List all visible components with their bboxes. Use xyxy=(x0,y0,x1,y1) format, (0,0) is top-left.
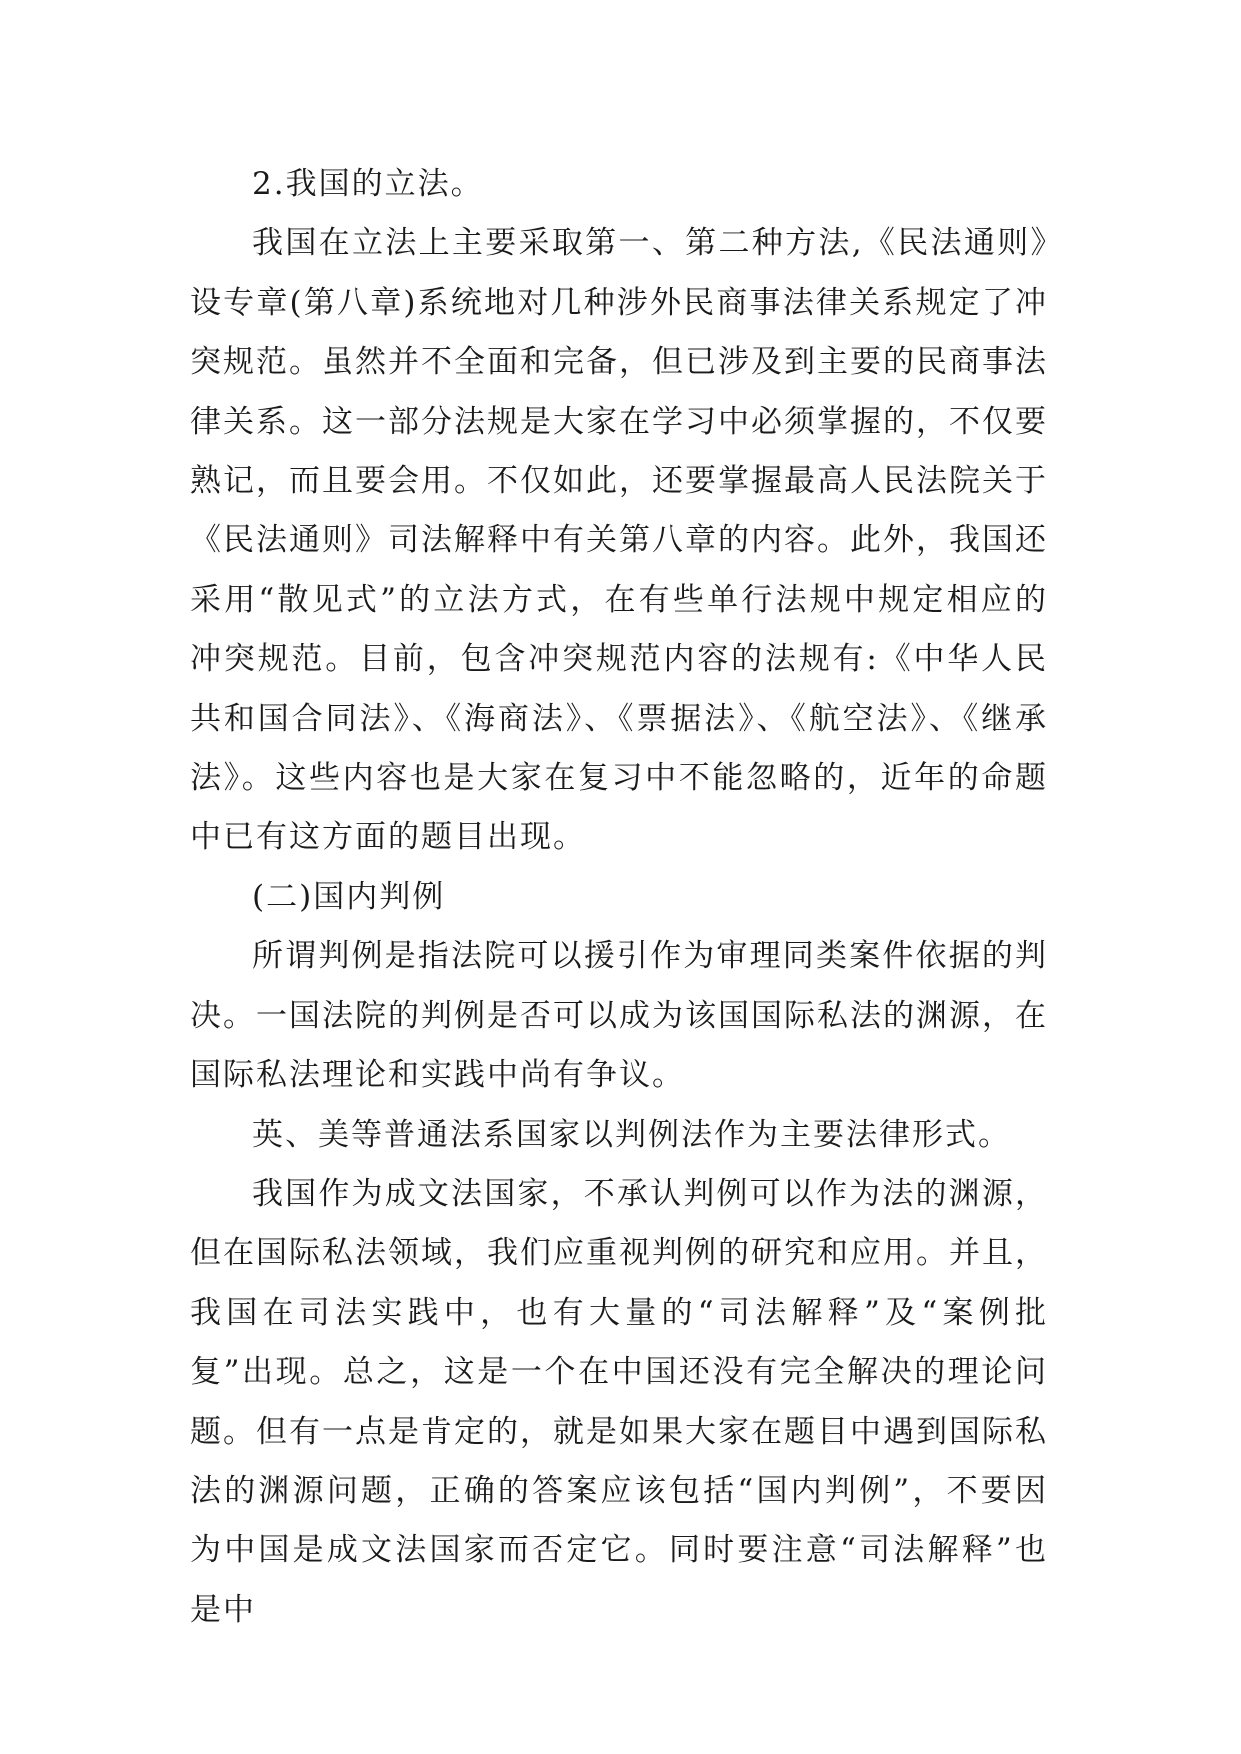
paragraph-legislation: 我国在立法上主要采取第一、第二种方法,《民法通则》设专章(第八章)系统地对几种涉外民商事法律关系规定了冲突规范。虽然并不全面和完备，但已涉及到主要的民商事法律关系。这一部分法规是大家在学习中必须掌握的，不仅要熟记，而且要会用。不仅如此，还要掌握最高人民法院关于《民法通则》司法解释中有关第八章的内容。此外，我国还采用“散见式”的立法方式，在有些单行法规中规定相应的冲突规范。目前，包含冲突规范内容的法规有:《中华人民共和国合同法》、《海商法》、《票据法》、《航空法》、《继承法》。这些内容也是大家在复习中不能忽略的，近年的命题中已有这方面的题目出现。 xyxy=(190,225,1048,856)
document-body xyxy=(190,155,1048,1640)
paragraph-common-law: 英、美等普通法系国家以判例法作为主要法律形式。 xyxy=(252,1116,1011,1153)
section-heading-legislation: 2.我国的立法。 xyxy=(252,166,484,202)
paragraph-precedent-definition: 所谓判例是指法院可以援引作为审理同类案件依据的判决。一国法院的判例是否可以成为该国国际私法的渊源，在国际私法理论和实践中尚有争议。 xyxy=(190,938,1048,1094)
section-heading-domestic-precedent: (二)国内判例 xyxy=(252,878,446,915)
paragraph-china-precedent: 我国作为成文法国家，不承认判例可以作为法的渊源，但在国际私法领域，我们应重视判例的研究和应用。并且，我国在司法实践中，也有大量的“司法解释”及“案例批复”出现。总之，这是一个在中国还没有完全解决的理论问题。但有一点是肯定的，就是如果大家在题目中遇到国际私法的渊源问题，正确的答案应该包括“国内判例”，不要因为中国是成文法国家而否定它。同时要注意“司法解释”也是中 xyxy=(190,1175,1048,1628)
